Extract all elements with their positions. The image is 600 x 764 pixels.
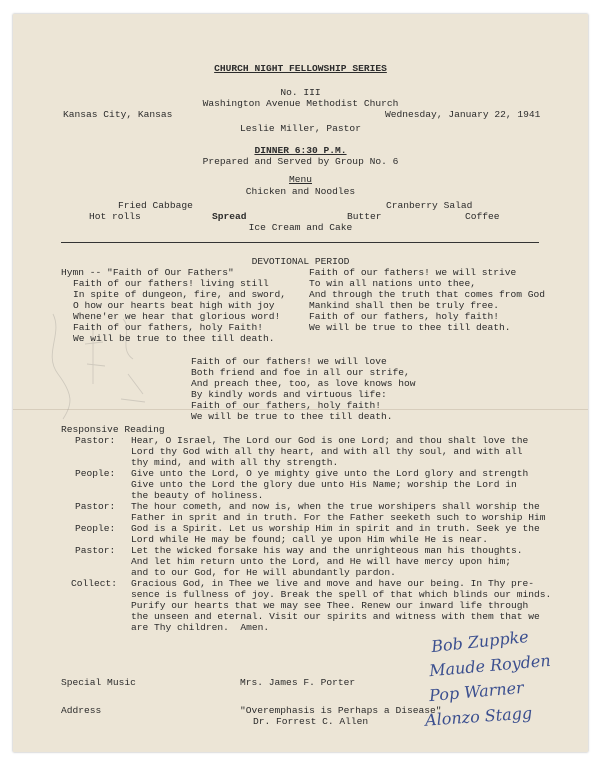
hymn-line: To win all nations unto thee, [309, 278, 476, 289]
menu-item: Cranberry Salad [386, 200, 473, 211]
signature: Bob Zuppke [430, 626, 530, 657]
address-speaker: Dr. Forrest C. Allen [253, 716, 369, 727]
program-number: No. III [280, 87, 321, 98]
hymn-verse-2 [309, 267, 545, 333]
faint-pencil-sketch [33, 304, 163, 424]
reading-speaker: Pastor: [75, 435, 116, 446]
responsive-heading: Responsive Reading [61, 424, 165, 435]
reading-line: Lord thy God with all thy heart, and with all thy soul, and with all [131, 446, 523, 457]
reading-speaker: People: [75, 468, 116, 479]
special-music-performer: Mrs. James F. Porter [240, 677, 356, 688]
address-title: "Overemphasis is Perhaps a Disease" [240, 705, 442, 716]
menu-item: Fried Cabbage [118, 200, 193, 211]
dinner-prepared-by: Prepared and Served by Group No. 6 [202, 156, 399, 167]
reading-line: God is a Spirit. Let us worship Him in spirit and in truth. Seek ye the [131, 523, 540, 534]
reading-line: Father in sprit and in truth. For the Father seeketh such to worship Him [131, 512, 546, 523]
devotional-heading: DEVOTIONAL PERIOD [251, 256, 350, 267]
reading-line: the unseen and eternal. Visit our spirits and witness with them that we [131, 611, 540, 622]
section-divider [61, 242, 539, 243]
reading-line: are Thy children. Amen. [131, 622, 270, 633]
menu-item: Spread [212, 211, 247, 222]
hymn-line: Faith of our fathers! we will love [191, 356, 387, 367]
reading-line: Purify our hearts that we may see Thee. Renew our inward life through [131, 600, 529, 611]
reading-line: Give unto the Lord the glory due unto His Name; worship the Lord in [131, 479, 517, 490]
reading-speaker: Pastor: [75, 501, 116, 512]
church-name: Washington Avenue Methodist Church [202, 98, 399, 109]
menu-item: Butter [347, 211, 382, 222]
menu-heading: Menu [288, 174, 313, 185]
reading-line: The hour cometh, and now is, when the true worshipers shall worship the [131, 501, 540, 512]
reading-line: sence is fullness of joy. Break the spell of that which blinds our minds. [131, 589, 552, 600]
city: Kansas City, Kansas [63, 109, 173, 120]
hymn-line: We will be true to thee till death. [309, 322, 511, 333]
special-music-label: Special Music [61, 677, 136, 688]
reading-line: thy mind, and with all thy strength. [131, 457, 339, 468]
program-date: Wednesday, January 22, 1941 [385, 109, 541, 120]
menu-item: Hot rolls [89, 211, 141, 222]
reading-line: Lord while He may be found; call ye upon Him while He is near. [131, 534, 488, 545]
reading-line: and to our God, for He will abundantly pardon. [131, 567, 396, 578]
reading-line: Gracious God, in Thee we live and move and have our being. In Thy pre- [131, 578, 535, 589]
hymn-line: Faith of our fathers! living still [73, 278, 269, 289]
program-sheet [13, 14, 588, 752]
hymn-line: And preach thee, too, as love knows how [191, 378, 416, 389]
hymn-line: By kindly words and virtuous life: [191, 389, 387, 400]
menu-item: Ice Cream and Cake [248, 222, 353, 233]
reading-line: And let him return unto the Lord, and He will have mercy upon him; [131, 556, 511, 567]
signature: Pop Warner [428, 677, 525, 706]
series-title: CHURCH NIGHT FELLOWSHIP SERIES [214, 63, 387, 74]
hymn-line: We will be true to thee till death. [191, 411, 393, 422]
hymn-line: Faith of our fathers, holy faith! [191, 400, 381, 411]
reading-speaker: People: [75, 523, 116, 534]
signature: Alonzo Stagg [424, 703, 533, 730]
hymn-line: In spite of dungeon, fire, and sword, [73, 289, 287, 300]
address-label: Address [61, 705, 102, 716]
hymn-line: Whene'er we hear that glorious word! [73, 311, 281, 322]
reading-line: the beauty of holiness. [131, 490, 264, 501]
menu-item: Chicken and Noodles [245, 186, 356, 197]
reading-speaker: Collect: [71, 578, 118, 589]
hymn-line: And through the truth that comes from God [309, 289, 546, 300]
pastor-name: Leslie Miller, Pastor [240, 123, 361, 134]
hymn-line: Both friend and foe in all our strife, [191, 367, 410, 378]
reading-speaker: Pastor: [75, 545, 116, 556]
hymn-line: Faith of our fathers! we will strive [309, 267, 517, 278]
reading-line: Give unto the Lord, O ye mighty give unto the Lord glory and strength [131, 468, 529, 479]
reading-line: Let the wicked forsake his way and the unrighteous man his thoughts. [131, 545, 523, 556]
hymn-line: Mankind shall then be truly free. [309, 300, 499, 311]
hymn-line: Faith of our fathers, holy Faith! [73, 322, 263, 333]
signature: Maude Royden [428, 650, 552, 681]
dinner-title: DINNER 6:30 P.M. [254, 145, 347, 156]
hymn-verse-3 [191, 356, 416, 422]
hymn-line: We will be true to thee till death. [73, 333, 275, 344]
reading-line: Hear, O Israel, The Lord our God is one Lord; and thou shalt love the [131, 435, 529, 446]
hymn-line: O how our hearts beat high with joy [73, 300, 275, 311]
hymn-title: Hymn -- "Faith of Our Fathers" [61, 267, 234, 278]
hymn-line: Faith of our fathers, holy faith! [309, 311, 499, 322]
menu-item: Coffee [465, 211, 500, 222]
